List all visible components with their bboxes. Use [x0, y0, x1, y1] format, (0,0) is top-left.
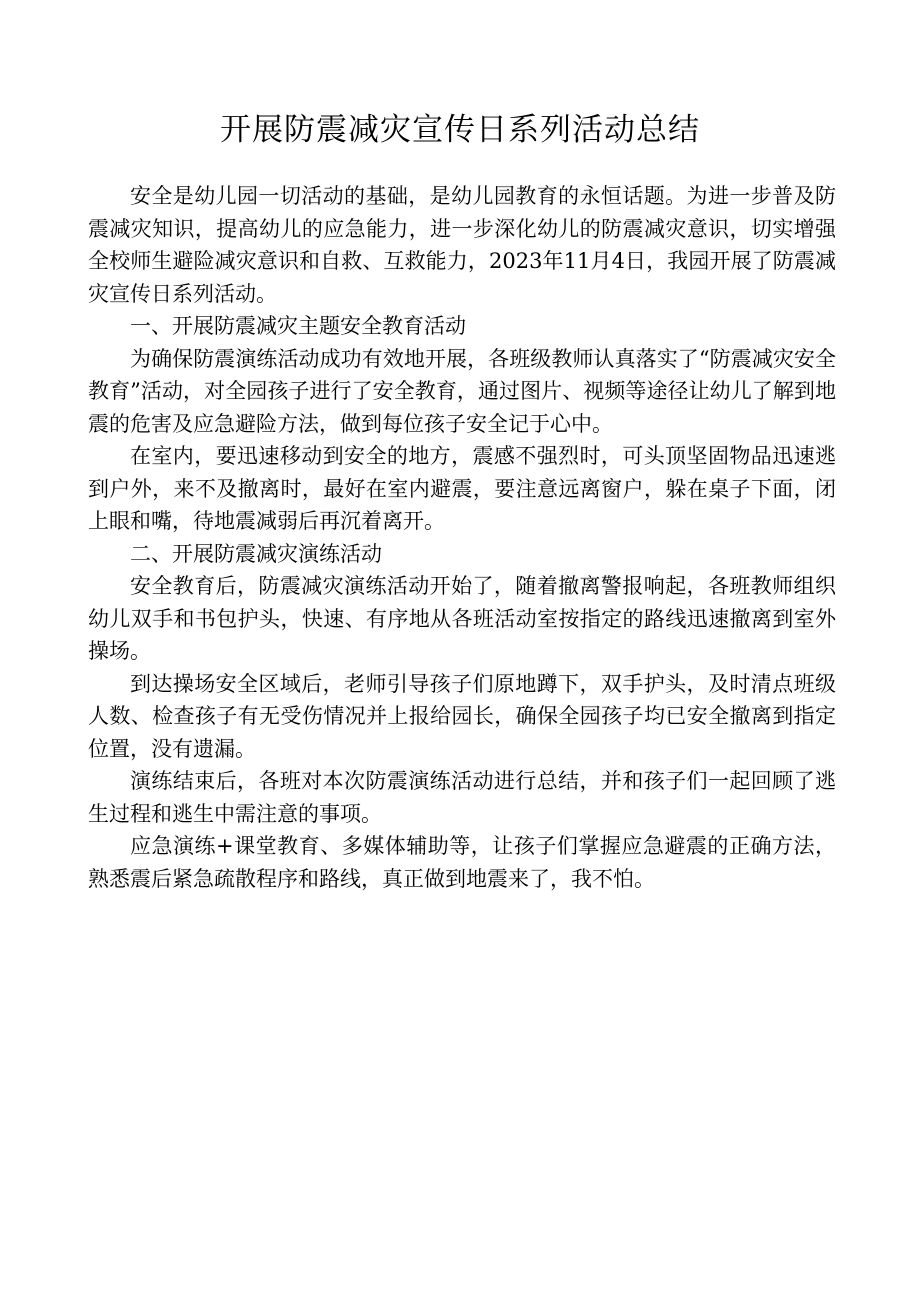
document-body	[88, 180, 836, 895]
paragraph-drill-start: 安全教育后，防震减灾演练活动开始了，随着撤离警报响起，各班教师组织幼儿双手和书包护头，快速、有序地从各班活动室按指定的路线迅速撤离到室外操场。	[88, 574, 836, 663]
paragraph-education: 为确保防震演练活动成功有效地开展，各班级教师认真落实了“防震减灾安全教育”活动，对全园孩子进行了安全教育，通过图片、视频等途径让幼儿了解到地震的危害及应急避险方法，做到每位孩子安全记于心中。	[88, 346, 836, 436]
paragraph-indoor-safety: 在室内，要迅速移动到安全的地方，震感不强烈时，可头顶坚固物品迅速逃到户外，来不及撤离时，最好在室内避震，要注意远离窗户，躲在桌子下面，闭上眼和嘴，待地震减弱后再沉着离开。	[88, 444, 836, 533]
section-heading-2: 二、开展防震减灾演练活动	[130, 541, 382, 566]
section-heading-1: 一、开展防震减灾主题安全教育活动	[130, 314, 466, 338]
document-title: 开展防震减灾宣传日系列活动总结	[220, 112, 700, 148]
paragraph-summary: 演练结束后，各班对本次防震演练活动进行总结，并和孩子们一起回顾了逃生过程和逃生中需注意的事项。	[88, 769, 836, 826]
paragraph-conclusion: 应急演练+课堂教育、多媒体辅助等，让孩子们掌握应急避震的正确方法，熟悉震后紧急疏散程序和路线，真正做到地震来了，我不怕。	[88, 834, 836, 891]
paragraph-assembly: 到达操场安全区域后，老师引导孩子们原地蹲下，双手护头，及时清点班级人数、检查孩子有无受伤情况并上报给园长，确保全园孩子均已安全撤离到指定位置，没有遗漏。	[88, 671, 836, 761]
paragraph-intro: 安全是幼儿园一切活动的基础，是幼儿园教育的永恒话题。为进一步普及防震减灾知识，提高幼儿的应急能力，进一步深化幼儿的防震减灾意识，切实增强全校师生避险减灾意识和自救、互救能力，2023年11月4日，我园开展了防震减灾宣传日系列活动。	[88, 184, 836, 306]
